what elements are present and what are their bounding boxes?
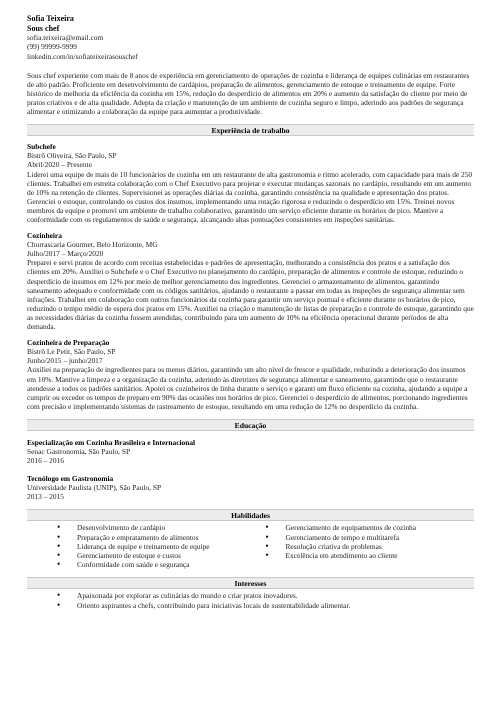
skill-item: • Resolução criativa de problemas: [266, 542, 475, 551]
experience-section: [27, 142, 474, 411]
education-entry: [27, 474, 474, 501]
candidate-name: Sofia Teixeira: [27, 14, 74, 23]
education-title: Tecnólogo em Gastronomia: [27, 474, 114, 484]
education-section: [27, 438, 474, 502]
education-school: Universidade Paulista (UNIP), São Paulo, SP: [27, 483, 162, 493]
skills-list-left: [57, 523, 266, 569]
contact-info: [27, 33, 474, 61]
section-heading-interests: Interesses: [27, 577, 474, 589]
job-title: Subchefe: [27, 142, 56, 152]
interests-list: [27, 591, 474, 609]
education-title: Especialização em Cozinha Brasileira e Internacional: [27, 437, 196, 447]
job-entry: [27, 231, 474, 331]
job-description: Liderei uma equipe de mais de 10 funcionários de cozinha em um restaurante de alta gastronomia e ritmo acelerado, com capacidade para mais de 250 clientes. Trabalhei em estreita colaboração com o Chef Executivo para projetar e executar mudanças sazonais no cardápio, resultando em um aumento de 10% na retenção de clientes. Supervisionei as operações diárias da cozinha, garantindo consistência na qualidade e apresentação dos pratos. Gerenciei o estoque, controlando os custos dos insumos, implementando uma rotação rigorosa e reduzindo o desperdício em 15%. Treinei novos membros da equipe e promovi um ambiente de trabalho colaborativo, garantindo um serviço eficiente durante os horários de pico. Mantive a conformidade com os regulamentos de saúde e segurança, alcançando altas pontuações consistentes em inspeções sanitárias.: [27, 169, 473, 225]
job-company: Bistrô Oliveira, São Paulo, SP: [27, 151, 117, 161]
section-heading-skills: Habilidades: [27, 509, 474, 521]
job-title: Cozinheira: [27, 231, 62, 241]
professional-summary: Sous chef experiente com mais de 8 anos de experiência em gerenciamento de operações de cozinha e liderança de equipes culinárias em restaurantes de alto padrão. Proficiente em desenvolvimento de cardápios, preparação de alimentos, gerenciamento de estoque e treinamento de equipe. Forte histórico de melhoria da eficiência da cozinha em 15%, redução do desperdício de alimentos em 20% e aumento da satisfação do cliente por meio de pratos criativos e de alta qualidade. Adepta da criação e manutenção de um ambiente de cozinha seguro e limpo, aderindo aos padrões de segurança alimentar e otimizando a colaboração da equipe para aumentar a produtividade.: [27, 70, 470, 117]
skill-item: • Desenvolvimento de cardápio: [57, 523, 266, 532]
section-heading-education: Educação: [27, 419, 474, 431]
job-entry: [27, 338, 474, 411]
resume-header: [27, 14, 474, 61]
skill-item: • Gerenciamento de tempo e multitarefa: [266, 533, 475, 542]
candidate-role: Sous chef: [27, 23, 60, 33]
skill-item: • Preparação e empratamento de alimentos: [57, 533, 266, 542]
education-school: Senac Gastronomia, São Paulo, SP: [27, 446, 131, 456]
job-description: Preparei e servi pratos de acordo com receitas estabelecidas e padrões de apresentação, melhorando a consistência dos pratos e a satisfação dos clientes em 20%. Auxiliei o Subchefe e o Chef Executivo no planejamento do cardápio, preparação de alimentos e controle de estoque, reduzindo o desperdício de insumos em 12% por meio de melhor gerenciamento dos ingredientes. Gerenciei o armazenamento de alimentos, garantindo saneamento adequado e conformidade com os códigos sanitários, ajudando o restaurante a passar em todas as inspeções de segurança alimentar sem infrações. Trabalhei em colaboração com outros funcionários da cozinha para garantir um serviço pontual e eficiente durante os horários de pico, reduzindo o tempo médio de espera dos pratos em 15%. Auxiliei na criação e manutenção de listas de preparação e controle de estoque, garantindo que as necessidades diárias da cozinha fossem atendidas, contribuindo para um aumento de 10% na eficiência operacional durante períodos de alta demanda.: [27, 258, 474, 332]
interest-item: • Apaixonada por explorar as culinárias do mundo e criar pratos inovadores.: [57, 591, 474, 600]
job-company: Churrascaria Gourmet, Belo Horizonte, MG: [27, 240, 158, 250]
contact-linkedin[interactable]: linkedin.com/in/sofiateixeirasouschef: [27, 51, 139, 61]
skill-item: • Gerenciamento de estoque e custos: [57, 551, 266, 560]
skill-item: • Excelência em atendimento ao cliente: [266, 551, 475, 560]
skills-list-right: [266, 523, 475, 569]
interest-item: • Oriento aspirantes a chefs, contribuindo para iniciativas locais de sustentabilidade alimentar.: [57, 601, 474, 610]
contact-email[interactable]: sofia.teixeira@email.com: [27, 33, 104, 43]
skill-item: • Conformidade com saúde e segurança: [57, 560, 266, 569]
job-dates: Julho/2017 – Março/2020: [27, 249, 104, 259]
education-dates: 2013 – 2015: [27, 492, 64, 502]
job-entry: [27, 142, 474, 224]
job-description: Auxiliei na preparação de ingredientes para os menus diários, garantindo um alto nível de frescor e qualidade, reduzindo a deterioração dos insumos em 10%. Mantive a limpeza e a organização da cozinha, aderindo às diretrizes de segurança alimentar e saneamento, garantindo que o restaurante atendesse a todos os padrões sanitários. Apoiei os cozinheiros de linha durante o serviço e garanti um fluxo eficiente na cozinha, ajudando a equipe a cumprir ou exceder os tempos de preparo em 90% das ocasiões nos horários de pico. Gerenciei o desperdício de alimentos, porcionando ingredientes com precisão e implementando sistemas de rastreamento de estoque, resultando em uma redução de 12% no desperdício da cozinha.: [27, 365, 468, 411]
job-dates: Abril/2020 – Presente: [27, 160, 92, 170]
skill-item: • Liderança de equipe e treinamento de equipe: [57, 542, 266, 551]
job-company: Bistrô Le Petit, São Paulo, SP: [27, 347, 116, 357]
job-title: Cozinheira de Preparação: [27, 338, 110, 348]
skill-item: • Gerenciamento de equipamentos de cozinha: [266, 523, 475, 532]
contact-phone: (99) 99999-9999: [27, 42, 77, 52]
education-entry: [27, 438, 474, 465]
section-heading-experience: Experiência de trabalho: [27, 124, 474, 136]
job-dates: Junho/2015 – junho/2017: [27, 356, 103, 366]
skills-section: [27, 523, 474, 569]
education-dates: 2016 – 2016: [27, 456, 64, 466]
